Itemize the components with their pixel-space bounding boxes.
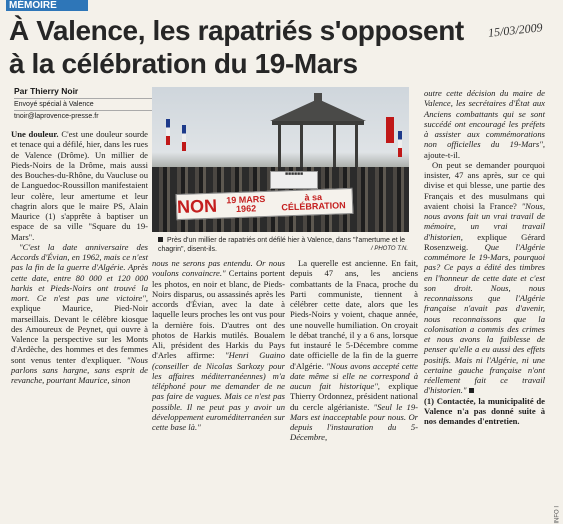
- quote-text: nous ne serons pas entendu. Or nous voulons convaincre.": [152, 258, 285, 279]
- flag: [166, 119, 170, 145]
- paragraph-text: ajoute-t-il.: [424, 149, 461, 160]
- photo-credit: / PHOTO T.N.: [370, 246, 408, 252]
- paragraph: [152, 258, 285, 432]
- paragraph-text: explique Thierry Ordonnez, président national du cercle algérianiste.: [290, 381, 418, 412]
- quote-text: "Nous parlons sans hargne, sans esprit de revanche, pourtant Maurice, sinon: [11, 354, 148, 385]
- protest-sign: ■■■■■■: [270, 171, 318, 189]
- article-column-1: [11, 129, 148, 385]
- article-headline: À Valence, les rapatriés s'opposent à la célébration du 19-Mars: [9, 15, 464, 79]
- quote-text: "Seul le 19-Mars est inacceptable pour nous. Or depuis l'instauration du 5-Décembre,: [290, 401, 418, 443]
- paragraph-text: explique Gérard Rosenzweig.: [424, 231, 545, 252]
- quote-text: "Nous avons accepté cette date même si elle ne correspond à aucun fait historique",: [290, 360, 418, 391]
- paragraph: [290, 258, 418, 443]
- paragraph: [424, 88, 545, 160]
- article-photo: [152, 87, 409, 232]
- byline-divider: [14, 110, 154, 111]
- banner-main: NON: [176, 195, 218, 217]
- caption-bullet: [158, 237, 163, 242]
- byline: [14, 86, 154, 120]
- paragraph-text: explique Maurice, Pied-Noir marseillais. Devant le célèbre kiosque des Amoureux de Peynet, qui ouvre à Valence la perspective sur les Monts d'Ardèche, des hommes et des femmes sont venus tenter d'expliquer.: [11, 303, 148, 365]
- flag: [386, 117, 394, 143]
- paragraph-text: La querelle est ancienne. En fait, depuis 47 ans, les anciens combattants de la Fnaca, proche du Parti communiste, tiennent à célébrer cette date, alors que les Pieds-Noirs y voient, chaque année, une nouvelle humiliation. On croyait le débat tranché, il y a 6 ans, lorsque fut instauré le 5-Décembre comme date officielle de la fin de la guerre d'Algérie.: [290, 258, 418, 371]
- flag: [398, 131, 402, 157]
- author-name: Par Thierry Noir: [14, 86, 79, 96]
- end-square: [469, 388, 474, 393]
- paragraph-text: Certains portent les photos, en noir et blanc, de Pieds-Noirs disparus, ou assassinés après les accords d'Évian, avec la date à laquelle leurs proches les ont vus pour la dernière fois. D'autres ont des photos de Harkis mutilés. Boualem Ali, président des Harkis du Pays d'Arles affirme:: [152, 268, 286, 361]
- quote-text: "Nous, nous avons fait un vrai travail de mémoire, un vrai travail d'historien,: [424, 200, 545, 242]
- flag: [182, 125, 186, 151]
- paragraph: [11, 129, 148, 242]
- quote-text: "C'est la date anniversaire des Accords d'Évian, en 1962, mais ce n'est pas la fin de la guerre d'Algérie. Après cette date, entre 80 000 et 120 000 harkis et Pieds-Noirs ont trouvé la mort. Ce n'est pas une victoire",: [11, 241, 148, 303]
- section-rubric: MÉMOIRE: [6, 0, 88, 11]
- caption-text: Près d'un millier de rapatriés ont défilé hier à Valence, dans "l'amertume et le chagrin", disent-ils.: [158, 237, 406, 253]
- paragraph-text: On peut se demander pourquoi insister, 47 ans après, sur ce qui divise et qui blesse, une partie des Français et des musulmans qui avaient choisi la France?: [424, 159, 545, 211]
- article-column-3: [290, 258, 418, 443]
- paragraph-text: C'est une douleur sourde et tenace qui a défilé, hier, dans les rues de Valence (Drôme). Un millier de Pieds-Noirs de la Drôme, mais aussi des Bouches-du-Rhône, du Vaucluse ou de Languedoc-Roussillon manifestaient leur colère, leur amertume et leur chagrin alors que le maire PS, Alain Maurice (1) s'apprête à baptiser un espace de sa ville "Square du 19-Mars".: [11, 129, 148, 242]
- quote-text: outre cette décision du maire de Valence, les secrétaires d'État aux Anciens combattants qui se sont succédé ont encouragé les préfets à assister aux commémorations non officielles du 19-Mars",: [424, 88, 545, 150]
- author-email: tnoir@laprovence-presse.fr: [14, 113, 99, 120]
- paragraph: [11, 242, 148, 386]
- article-column-2: [152, 258, 285, 432]
- quote-text: "Henri Guaino (conseiller de Nicolas Sarkozy pour les affaires méditerranéennes) m'a téléphoné pour me demander de ne pas faire de vagues. Mais ce n'est pas possible. Il ne peut pas y avoir un développement euroméditerranéen sur cette base là.": [152, 350, 285, 432]
- quote-text: Que l'Algérie commémore le 19-Mars, pourquoi pas? Ce pays a édité des timbres en l'honneur de cette date et c'est son droit. Nous, nous reconnaissons que l'Algérie française n'avait pas d'avenir, nous reconnaissons que la colonisation a commis des crimes et nous avons la faiblesse de penser qu'elle a eu aussi des effets positifs. Mais ni l'Algérie, ni une certaine gauche française n'ont réellement fait ce travail d'historien.": [424, 241, 545, 396]
- paragraph: [424, 160, 545, 396]
- side-mark: INFO I: [555, 506, 561, 524]
- handwritten-date: 15/03/2009: [487, 20, 544, 40]
- byline-divider: [14, 98, 154, 99]
- contact-note: (1) Contactée, la municipalité de Valence n'a pas donné suite à nos demandes d'entretien.: [424, 395, 545, 426]
- photo-caption: [158, 236, 408, 254]
- author-role: Envoyé spécial à Valence: [14, 101, 94, 108]
- article-column-4: [424, 88, 545, 426]
- banner-date: 19 MARS 1962: [226, 193, 266, 214]
- banner-tail: à sa CÉLÉBRATION: [281, 191, 346, 213]
- lead-word: Une douleur.: [11, 129, 59, 139]
